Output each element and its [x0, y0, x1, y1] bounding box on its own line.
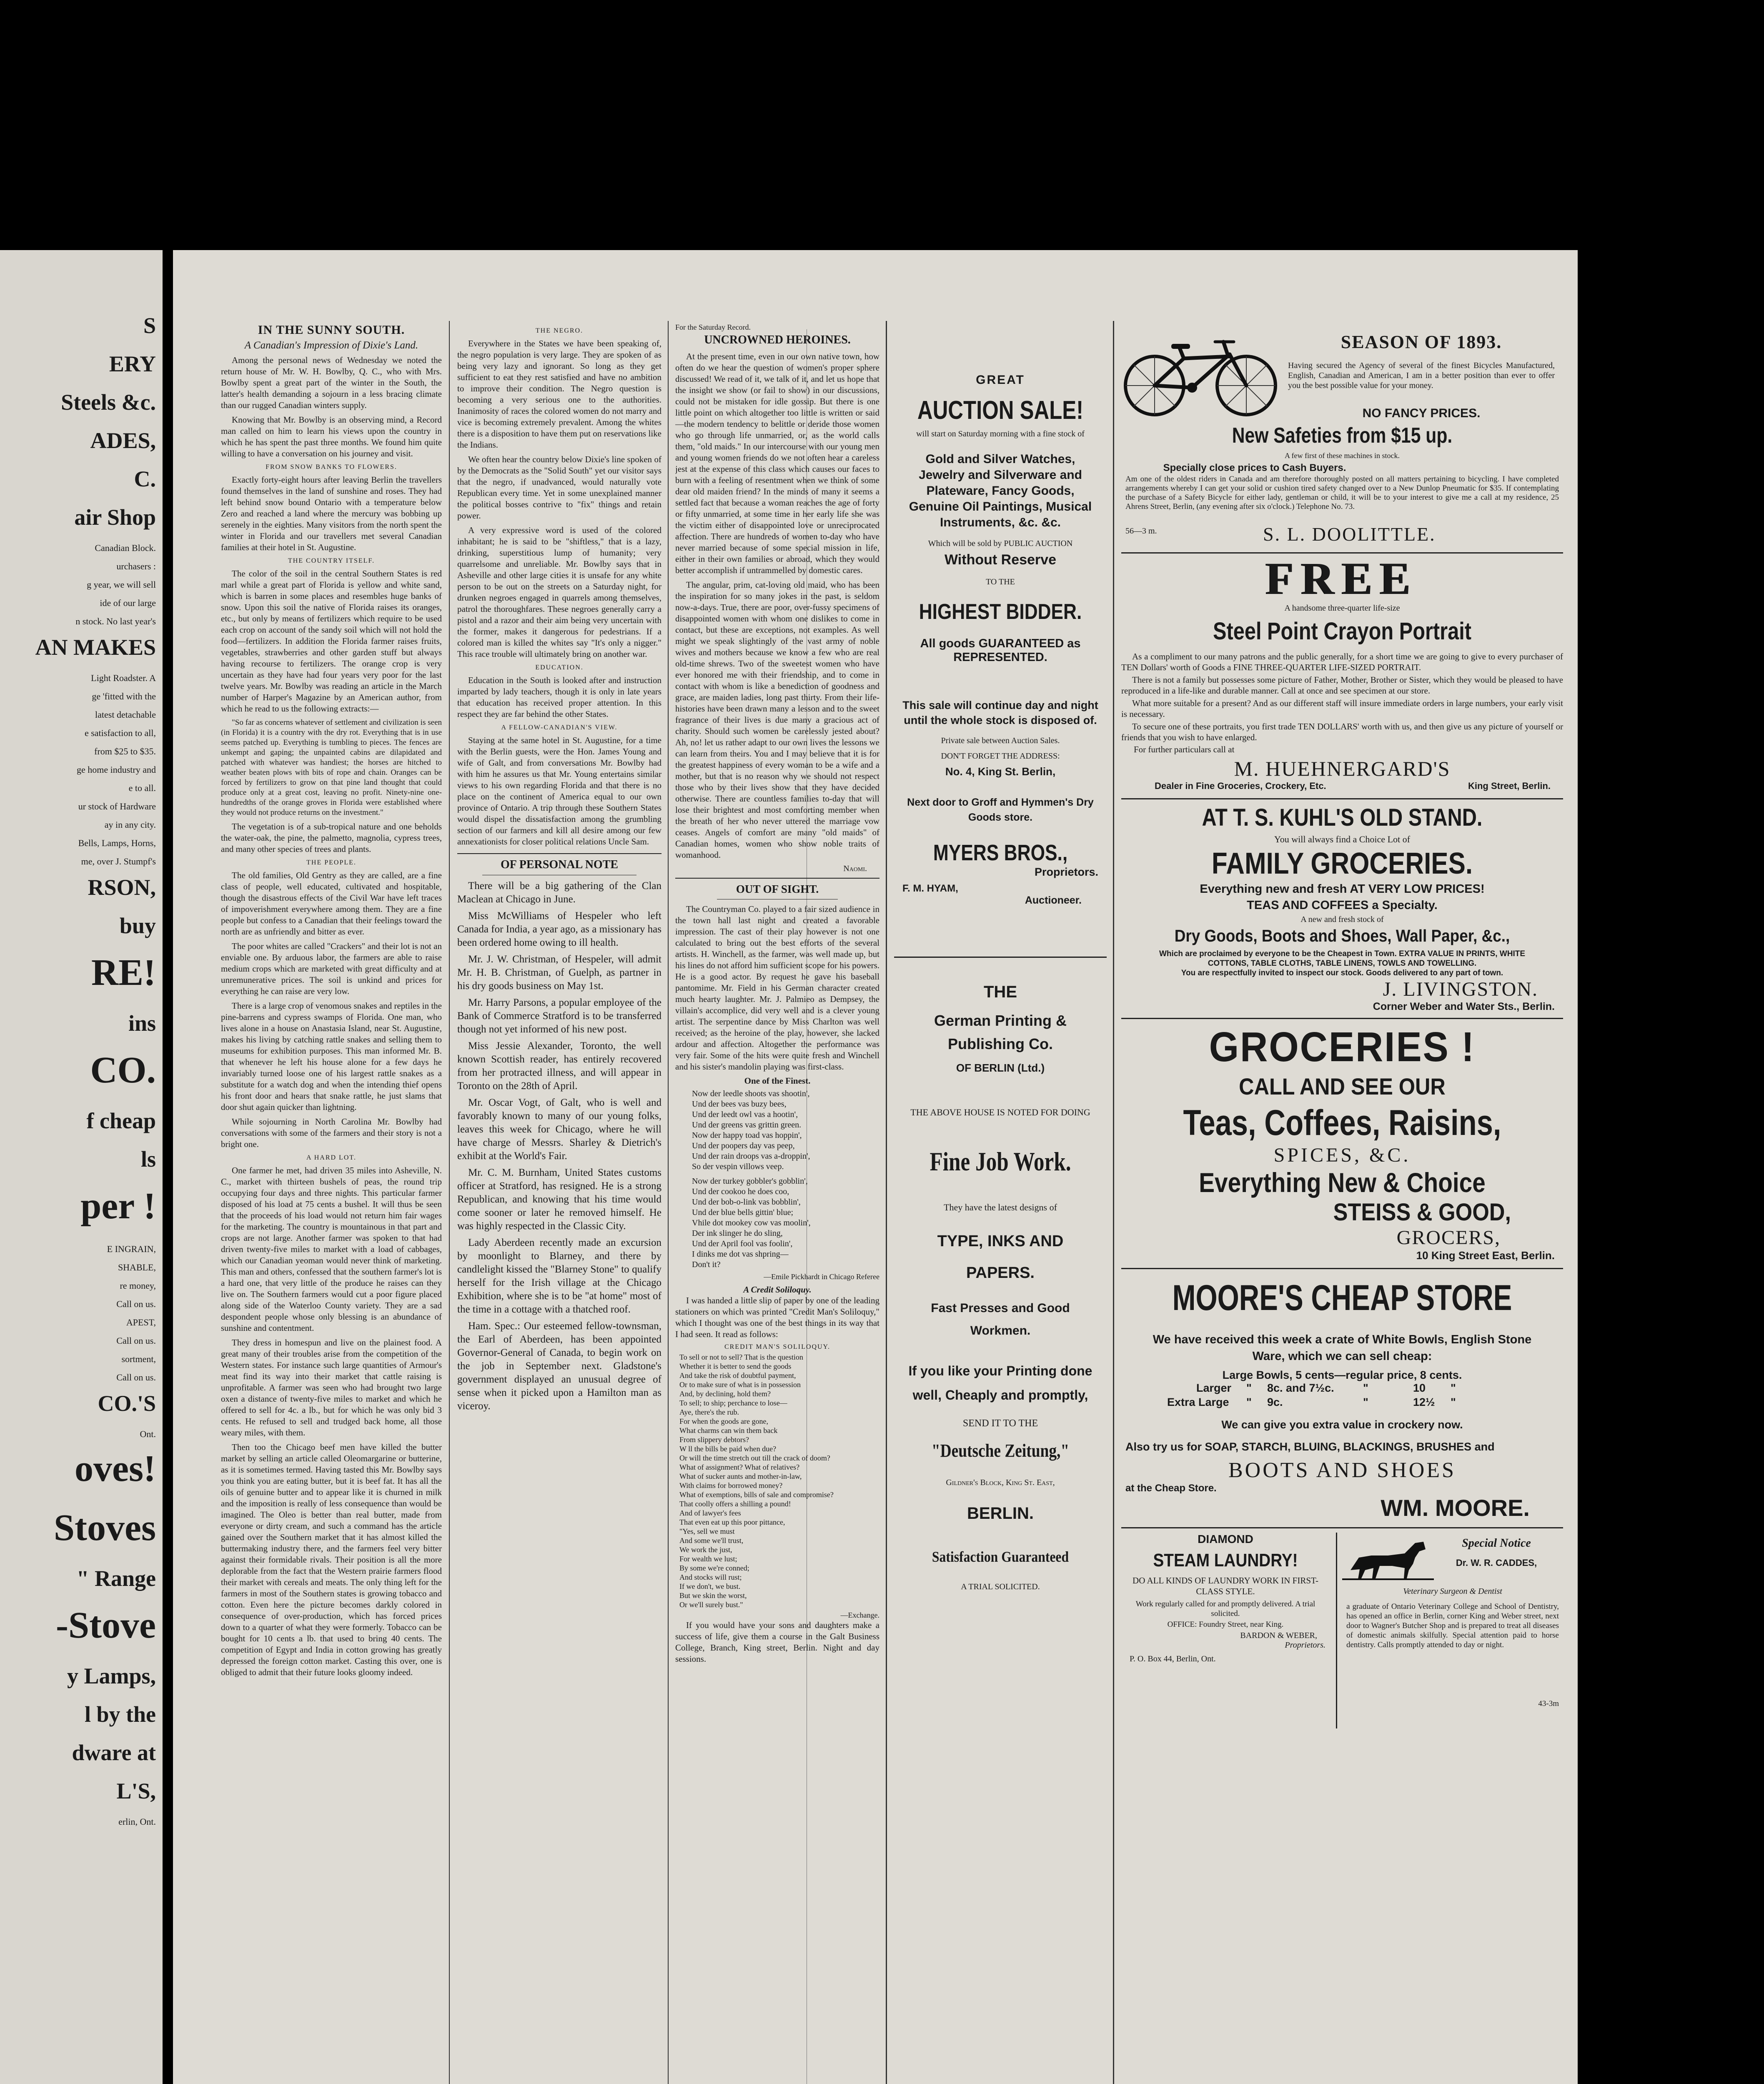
ditto: "	[1246, 1382, 1252, 1394]
ad-dry-goods: Dry Goods, Boots and Shoes, Wall Paper, &c.,	[1174, 926, 1510, 945]
paragraph: What more suitable for a present? And as our different staff will insure immediate orders in large numbers, your early visit is necessary.	[1121, 698, 1563, 719]
paragraph: Ham. Spec.: Our esteemed fellow-townsman, the Earl of Aberdeen, has been appointed Governor-General of Canada, to begin work on the job in September next. Gladstone's government displayed an unusual degree of sense when it picked upon a Hamilton man as viceroy.	[457, 1320, 662, 1412]
ad-steiss-good-name: STEISS & GOOD,	[1333, 1199, 1511, 1226]
paragraph: The old families, Old Gentry as they are called, are a fine class of people, well educated, cultivated and hospitable, though the disastrous effects of the Civil War have left traces of impoverishment everywhere among them. They are a fine people but confess to a Canadian that their feelings toward the north are as unfriendly and bitter as ever.	[221, 870, 442, 937]
ad-text: You are respectfully invited to inspect our stock. Goods delivered to any part of town.	[1181, 969, 1503, 977]
ad-fresh: Everything new and fresh AT VERY LOW PRICES!	[1200, 882, 1485, 896]
ad-auctioneer: Auctioneer.	[1025, 894, 1082, 906]
row-regular: 12½	[1413, 1396, 1435, 1408]
ad-text: A TRIAL SOLICITED.	[961, 1582, 1040, 1591]
paragraph: Miss Jessie Alexander, Toronto, the well known Scottish reader, has entirely recovered from her protracted illness, and will appear in Toronto on the 28th of April.	[457, 1040, 662, 1092]
ad-continue: This sale will continue day and night until the whole stock is disposed of.	[902, 699, 1098, 726]
row-price: 9c.	[1267, 1396, 1283, 1408]
adjacent-page-line: Light Roadster. A	[91, 673, 156, 683]
paragraph: There will be a big gathering of the Clan Maclean at Chicago in June.	[457, 880, 662, 905]
ad-moore-row: Large Bowls, 5 cents—regular price, 8 cents.	[1222, 1369, 1462, 1381]
adjacent-page-line: CO.'S	[98, 1391, 156, 1416]
adjacent-page-edge	[0, 250, 163, 2084]
paragraph: One farmer he met, had driven 35 miles into Asheville, N. C., market with thirteen bushels of peas, the round trip occupying four days and three nights. This particular farmer disposed of his load at 75 cents a bushel. It will thus be seen that the proceeds of his load would not return him fair wages for the marketing. The country is mountainous in that part and crops are not large. Another farmer was spoken to that had driven twenty-five miles to market with a load of cabbages, which our Canadian yeoman would never think of marketing. This man and others, confessed that the southern farmer's lot is a hard one, that very little of the produce he raises can they live on. The Southern farmers would cut a poor figure placed along side of the Waterloo County variety. They are a sad despondent people whose only blessing is an abundance of sunshine and contentment.	[221, 1165, 442, 1333]
adjacent-page-line: dware at	[72, 1740, 156, 1765]
ad-fine-job-work: Fine Job Work.	[930, 1147, 1071, 1176]
adjacent-page-line: ADES,	[90, 428, 156, 453]
soliloquy-credit: —Exchange.	[840, 1611, 879, 1619]
column-rule	[668, 321, 669, 2084]
paragraph: The vegetation is of a sub-tropical nature and one beholds the water-oak, the pine, the palmetto, magnolia, cypress trees, and many other species of trees and plants.	[221, 822, 442, 854]
kicker: For the Saturday Record.	[675, 323, 751, 331]
adjacent-page-line: RSON,	[88, 875, 156, 900]
column-rule	[1336, 1533, 1337, 1728]
paragraph: They dress in homespun and live on the plainest food. A great many of their troubles arise from the competition of the Western states. For instance such large quantities of Armour's meat find its way into their market that cattle raising is unprofitable. A farmer was seen who had brought two large oxen a distance of twenty-five miles to market and which he offered to sell for 4c. a lb., but for which he was only bid 3 cents. He refused to sell and trudged back home, all those weary miles, with them.	[221, 1338, 442, 1438]
ad-doolittle-signature	[1121, 523, 1563, 548]
paragraph: If you would have your sons and daughters make a success of life, give them a course in the Galt Business College, Branch, King street, Berlin. Night and day sessions.	[675, 1620, 879, 1664]
adjacent-page-line: RE!	[91, 952, 156, 993]
poem-stanza: Now der turkey gobbler's gobblin', Und der cookoo he does coo, Und der bob-o-link vas bobblin', Und der blue bells gittin' blue; Vhile dot mookey cow vas moolin', Der ink slinger he do sling, Und der April fool vas foolin', I dinks me dot vas shpring— Don't it?	[692, 1177, 811, 1269]
adjacent-page-line: ide of our large	[100, 598, 156, 608]
headline-personal-note: OF PERSONAL NOTE	[500, 858, 619, 871]
signature: Naomi.	[843, 864, 867, 873]
divider	[1121, 1018, 1563, 1019]
divider	[1121, 798, 1563, 799]
paragraph: Mr. C. M. Burnham, United States customs officer at Stratford, has resigned. He is a strong Republican, and knowing that his time would come sooner or later he removed himself. He was highly respected in the Classic City.	[457, 1167, 662, 1232]
ad-teas-coffees: Teas, Coffees, Raisins,	[1183, 1103, 1501, 1143]
adjacent-page-line: re money,	[120, 1280, 156, 1291]
paragraph: Miss McWilliams of Hespeler who left Canada for India, a year ago, as a missionary has been ordered home owing to ill health.	[457, 910, 662, 948]
paragraph: The Countryman Co. played to a fair sized audience in the town hall last night and created a favorable impression. The cast of their play however is not one calculated to bring out the best efforts of the several artists. H. Winchell, as the farmer, was well made up, but his lines do not afford him sufficient scope for his powers. He is a good actor. By request he gave his baseball pantomime. Mr. Field in his German character created much hearty laughter. Mr. J. Palmieo as Dempsey, the villain's accomplice, did very well and is a clever young artist. The serpentine dance by Miss Charlton was well received; as the heroine of the play, however, she lacked ardour and affection. Altogether the performance was very fair. Some of the hits were quite fresh and Winchell and his sister's mandolin playing was first-class.	[675, 904, 879, 1072]
ad-portrait: Steel Point Crayon Portrait	[1213, 618, 1471, 645]
ad-text: Which will be sold by PUBLIC AUCTION	[928, 539, 1073, 548]
subheading: THE PEOPLE.	[306, 859, 356, 866]
paragraph: There is a large crop of venomous snakes and reptiles in the pine-barrens and cypress swamps of Florida. One man, who lives alone in a house on Anastasia Island, near St. Augustine, makes his living by catching rattle snakes and selling them to museums for exhibition purposes. This man informed Mr. B. that whenever he left his house alone for a few days he invariably turned loose one of his largest rattle snakes as a substitute for a watch dog and when the intending thief opens his front door and hears that snake rattle, he just slams that door shut again quicker than lightning.	[221, 1001, 442, 1112]
ad-bottom-row	[1121, 1533, 1563, 1733]
paragraph: The angular, prim, cat-loving old maid, who has been the inspiration for so many jokes in the past, is seldom now-a-days. True, there are poor, over-fussy specimens of disappointed women with whom one dislikes to come in contact, but these are exceptions, not examples. As well might we speak slightingly of the vast army of noble wives and mothers because we know a few who are real old-time shrews. Two of the sweetest women who have ever honored me with their friendship, and to come in contact with whom is like a benediction of goodness and grace, are maiden ladies, long past thirty. From their life-histories have been drawn many a lesson and to the sweet fragrance of their lives is due many a gracious act of charity. Should such women be carelessly jested about? Ah, no! let us rather adapt to our own lives the lessons we can learn from theirs. You and I may believe that it is for the greatest happiness of every woman to be a wife and a mother, but that is no reason why we should not respect those who by their lives show that they have decided otherwise. There are countless families to-day that will lose their brightest and most comforting member when the breath of her who never uttered the marriage vow ceases. Angels of comfort are many "old maids" of Canadian homes, women who show noble traits of womanhood.	[675, 580, 879, 860]
ad-german-printing: German Printing & Publishing Co.	[934, 1012, 1067, 1052]
ad-doolittle: S. L. DOOLITTLE.	[1263, 524, 1436, 545]
paragraph: As a compliment to our many patrons and the public generally, for a short time we are going to give to every purchaser of TEN Dollars' worth of Goods a FINE THREE-QUARTER LIFE-SIZED PORTRAIT.	[1121, 651, 1563, 672]
adjacent-page-line: ge home industry and	[76, 764, 156, 775]
adjacent-page-line: Ont.	[140, 1429, 156, 1439]
ad-steam-laundry: STEAM LAUNDRY!	[1153, 1550, 1298, 1571]
soliloquy: To sell or not to sell? That is the question Whether it is better to send the goods And take the risk of doubtful payment, Or to make sure of what is in possession And, by declining, hold them? To sell; to ship; perchance to lose— Aye, there's the rub. For when the goods are gone, What charms can win them back From slippery debtors? W ll the bills be paid when due? Or will the time stretch out till the crack of doom? What of assignment? What of relatives? What of sucker aunts and mother-in-law, With claims for borrowed money? What of exemptions, bills of sale and compromise? That coolly offers a shilling a pound! And of lawyer's fees That even eat up this poor pittance, "Yes, sell we must And some we'll trust, We work the just, For wealth we lust; By some we're conned; And stocks will rust; If we don't, we bust. But we skin the worst, Or we'll surely bust."	[679, 1353, 834, 1609]
ad-free-title: FREE	[1266, 553, 1418, 604]
adjacent-page-line: -Stove	[56, 1605, 156, 1646]
headline: IN THE SUNNY SOUTH.	[258, 323, 405, 337]
paragraph: Mr. Harry Parsons, a popular employee of the Bank of Commerce Stratford is to be transferred though not yet informed of his new post.	[457, 997, 662, 1035]
headline: OUT OF SIGHT.	[736, 883, 819, 895]
ad-text: A new and fresh stock of	[1300, 915, 1384, 924]
ad-guarantee: All goods GUARANTEED as REPRESENTED.	[920, 637, 1081, 664]
ditto: "	[1363, 1382, 1368, 1394]
ad-no-fancy-prices: NO FANCY PRICES.	[1362, 406, 1481, 420]
paragraph: Everywhere in the States we have been speaking of, the negro population is very large. They are spoken of as being very lazy and ignorant. So long as they get sufficient to eat they rest satisfied and have no ambition to improve their condition. The Negro question is becoming a very serious one to the authorities. Inanimosity of races the colored women do not marry and vice is becoming extremely prevalent. Among the whites there is a disposition to have them put on reservations like the Indians.	[457, 338, 662, 450]
horse-icon	[1342, 1533, 1434, 1583]
column-uncrowned-heroines	[675, 323, 879, 2084]
adjacent-page-line: S	[143, 313, 156, 338]
subheading: FROM SNOW BANKS TO FLOWERS.	[266, 463, 397, 471]
bicycle-icon	[1121, 336, 1280, 419]
ad-moore-row	[1121, 1396, 1563, 1410]
adjacent-page-line: Canadian Block.	[95, 543, 156, 553]
paragraph: Lady Aberdeen recently made an excursion by moonlight to Blarney, and there by candlelight kissed the "Blarney Stone" to qualify herself for the Irish village at the Chicago Exhibition, where she is to be "at home" most of the time in a cottage with a thatched roof.	[457, 1237, 662, 1315]
paragraph: I was handed a little slip of paper by one of the leading stationers on which was printed "Credit Man's Soliloquy," which I thought was one of the best things in its way that I had seen. It read as follows:	[675, 1295, 879, 1339]
deck: A Canadian's Impression of Dixie's Land.	[244, 340, 418, 351]
column-rule	[449, 321, 450, 2084]
row-label: Larger	[1196, 1382, 1232, 1394]
adjacent-page-line: ls	[140, 1147, 156, 1172]
paragraph: Mr. J. W. Christman, of Hespeler, will admit Mr. H. B. Christman, of Guelph, as partner in his dry goods business on May 1st.	[457, 954, 662, 992]
ad-vet-name: Dr. W. R. CADDES,	[1456, 1558, 1537, 1568]
ad-season: SEASON OF 1893.	[1341, 332, 1502, 352]
ad-kuhl-title: AT T. S. KUHL'S OLD STAND.	[1202, 804, 1483, 831]
ad-teas: TEAS AND COFFEES a Specialty.	[1247, 899, 1438, 912]
ad-moore-also: Also try us for SOAP, STARCH, BLUING, BLACKINGS, BRUSHES and	[1125, 1440, 1495, 1453]
ad-family-groceries: FAMILY GROCERIES.	[1211, 847, 1473, 880]
quotation: "So far as concerns whatever of settlement and civilization is seen (in Florida) it is a country with the dry rot. Everything that is in use seems patched up. Everything is tumbling to pieces. The fences are unkempt and gaping; the unpainted cabins are dilapidated and patched with whatever was handiest; the horses are hitched to weather beaten plows with bits of rope and chain. Oranges can be forced by fertilizers to grow on that pine land thought that could produce only at a great cost, leaving no profit. Ninety-nine one-hundredths of the orange groves in Florida were established where they would not produce returns on the investment."	[221, 718, 442, 817]
column-rule	[886, 321, 887, 2084]
adjacent-page-line: air Shop	[74, 505, 156, 530]
ad-diamond-laundry	[1121, 1533, 1330, 1664]
poem-title: One of the Finest.	[744, 1076, 811, 1086]
newspaper-page	[173, 250, 1578, 2084]
ad-text: OFFICE: Foundry Street, near King.	[1167, 1620, 1284, 1629]
subheading: A Credit Soliloquy.	[743, 1285, 812, 1295]
divider	[894, 957, 1107, 958]
ad-moore	[1121, 1277, 1563, 1521]
ad-text: THE ABOVE HOUSE IS NOTED FOR DOING	[910, 1107, 1090, 1117]
ad-prop: Proprietors.	[1285, 1641, 1326, 1650]
ad-moore-at: at the Cheap Store.	[1125, 1483, 1217, 1494]
paragraph: Knowing that Mr. Bowlby is an observing mind, a Record man called on him to learn his views upon the country in which he has spent the past three months. We found him quite willing to have a conversation on his journey and visit.	[221, 415, 442, 458]
adjacent-page-line: from $25 to $35.	[94, 746, 156, 756]
adjacent-page-line: AN MAKES	[35, 635, 156, 660]
poem-stanza: Now der leedle shoots vas shootin', Und der bees vas buzy bees, Und der leedt owl vas a hootin', Und der greens vas grittin green. Now der happy toad vas hoppin', Und der poopers day vas peep, Und der rain droops vas a-droppin', So der vespin villows veep.	[692, 1089, 810, 1171]
paragraph: To secure one of these portraits, you first trade TEN DOLLARS' worth with us, and then give us any picture of yourself or friends that you wish to have enlarged.	[1121, 721, 1563, 742]
ad-call-see: CALL AND SEE OUR	[1239, 1073, 1446, 1100]
ad-highest-bidder: HIGHEST BIDDER.	[919, 600, 1082, 624]
adjacent-page-line: e satisfaction to all,	[84, 728, 156, 738]
ad-kuhl	[1121, 804, 1563, 1013]
ad-title-auction: AUCTION SALE!	[917, 396, 1084, 425]
ad-of-berlin: OF BERLIN (Ltd.)	[956, 1062, 1045, 1074]
adjacent-page-line: E INGRAIN,	[107, 1244, 156, 1254]
row-regular: 10	[1413, 1382, 1426, 1394]
subheading: EDUCATION.	[535, 664, 584, 671]
subheading: THE NEGRO.	[535, 327, 584, 334]
subheading: A HARD LOT.	[306, 1154, 356, 1161]
ad-new-safeties: New Safeties from $15 up.	[1232, 423, 1453, 448]
ad-text: DO ALL KINDS OF LAUNDRY WORK IN FIRST-CLASS STYLE.	[1133, 1576, 1318, 1596]
paragraph: The color of the soil in the central Southern States is red marl while a great part of Florida is yellow and white sand, which is barren in some places and resembles huge banks of snow. Upon this soil the native of Florida raises its oranges, etc., but only by means of fertilizers which require to be used each crop on account of the sandy soil which will not hold the food—fertilizers. In addition the Florida farmer raises fruits, vegetables, strawberries and other garden stuff but always having recourse to fertilizers. The orange crop is very uncertain as they have had four years very poor for the last twelve years. Mr. Bowlby was reading an article in the March number of Harper's Magazine by an American author, from which he read to us the following extracts:—	[221, 569, 442, 714]
ad-text: Which are proclaimed by everyone to be the Cheapest in Town. EXTRA VALUE IN PRINTS, WHITE COTTONS, TABLE CLOTHS, TABLE LINENS, TOWLS AND TOWELLING.	[1159, 949, 1525, 968]
paragraph: Then too the Chicago beef men have killed the butter market by selling an article called Oleomargarine or butterine, as it is sometimes termed. Having tasted this Mr. Bowlby says you think you are eating butter, but it is beef fat. It has all the oils of genuine butter and to appear like it is churned in milk and the imposition is really of less consequence than would be imagined. The Oleo is better than real butter, made from everyone or dirty cream, and such a command has the article gained over the Southern market that it has almost killed the buttermaking industry there, and the farmers feel very bitter against their formidable rivals. Their position is all the more deplorable from the fact that the Western prairie farmers flood their market with cereals and meats. The only thing left for the farmers in most of the Southern states is growing tobacco and cotton. Even here the picture becomes darkly colored in consequence of over-production, which has forced prices down to a quarter of what they were formerly. Tobacco can be bought for 10 cents a lb. that used to bring 40 cents. The competition of Egypt and India in cotton growing has greatly depressed the foreign cotton market. Casting this over, one is obliged to admit that their future looks gloomy indeed.	[221, 1442, 442, 1677]
adjacent-page-line: buy	[119, 913, 156, 938]
ad-berlin: BERLIN.	[967, 1504, 1034, 1523]
ad-moore-crockery: We can give you extra value in crockery now.	[1221, 1418, 1463, 1431]
ad-text: SEND IT TO THE	[962, 1418, 1038, 1429]
ad-satisfaction: Satisfaction Guaranteed	[932, 1548, 1069, 1565]
ad-vet-body: a graduate of Ontario Veterinary College and School of Dentistry, has opened an office in Berlin, corner King and Weber street, next door to Wagner's Butcher Shop and is prepared to treat all diseases of domestic animals skilfully. Special attention paid to horse dentistry. Calls promptly attended to day or night.	[1346, 1602, 1559, 1649]
adjacent-page-line: urchasers :	[116, 561, 156, 571]
divider	[1121, 1527, 1563, 1528]
ad-text: Am one of the oldest riders in Canada and am therefore thoroughly posted on all matters pertaining to bicycling. I have completed arrangements whereby I can get your solid or cushion tired safety changed over to a New Dunlop Pneumatic for $35. If contemplating the purchase of a Safety Bicycle for either lady, gentleman or child, it will be to your interest to give me a call at my residence, 25 Ahrens Street, Berlin, (any evening after six o'clock.) Telephone No. 73.	[1125, 475, 1559, 511]
paragraph: The poor whites are called "Crackers" and their lot is not an enviable one. By arduous labor, the farmers are able to raise medium crops which are marketed with great difficulty and at unremunerative prices. The soil is unkind and prices for everything he can raise are very low.	[221, 941, 442, 996]
ad-diamond: DIAMOND	[1198, 1533, 1253, 1545]
ad-text: TO THE	[986, 577, 1015, 586]
adjacent-page-line: Call on us.	[116, 1372, 156, 1383]
ad-moore-row	[1121, 1382, 1563, 1396]
adjacent-page-line: sortment,	[121, 1354, 156, 1364]
ad-text: Having secured the Agency of several of the finest Bicycles Manufactured, English, Canadian and American, I am in a better position than ever to offer you the best possible value for your money.	[1288, 361, 1555, 390]
ad-bicycle	[1121, 323, 1563, 515]
ad-free-portrait	[1121, 554, 1563, 793]
adjacent-page-line: ins	[128, 1011, 156, 1036]
adjacent-page-line: Call on us.	[116, 1299, 156, 1309]
row-price: 8c. and 7½c.	[1267, 1382, 1334, 1394]
subheading: CREDIT MAN'S SOLILOQUY.	[724, 1343, 831, 1350]
ditto: "	[1363, 1396, 1368, 1408]
poem-credit: —Emile Pickhardt in Chicago Referee	[764, 1272, 879, 1281]
headline: UNCROWNED HEROINES.	[704, 333, 851, 346]
adjacent-page-line: CO.	[90, 1050, 156, 1091]
ditto: "	[1451, 1396, 1456, 1408]
ad-steiss-good	[1121, 1023, 1563, 1262]
ad-text: DON'T FORGET THE ADDRESS:	[941, 751, 1060, 761]
ad-text: P. O. Box 44, Berlin, Ont.	[1130, 1654, 1216, 1663]
ad-like-printing: If you like your Printing done well, Cheaply and promptly,	[908, 1363, 1092, 1403]
ad-the: THE	[984, 983, 1017, 1001]
ad-goods: Gold and Silver Watches, Jewelry and Silverware and Plateware, Fancy Goods, Genuine Oil Paintings, Musical Instruments, &c. &c.	[909, 452, 1092, 529]
column-ads-right	[1121, 323, 1563, 2084]
ad-special-notice: Special Notice	[1462, 1537, 1531, 1550]
ad-reserve: Without Reserve	[945, 552, 1056, 568]
divider	[675, 878, 879, 879]
ad-wm-moore: WM. MOORE.	[1381, 1495, 1530, 1521]
paragraph: Among the personal news of Wednesday we noted the return house of Mr. W. H. Bowlby, Q. C., who with Mrs. Bowlby spent a great part of the winter in the South, the latter's health demanding a sojourn in a less bracing climate than our rugged Canadian winters supply.	[221, 355, 442, 410]
ditto: "	[1246, 1396, 1252, 1408]
ad-text: will start on Saturday morning with a fine stock of	[916, 429, 1085, 438]
adjacent-page-line: erlin, Ont.	[118, 1816, 156, 1827]
ad-great: GREAT	[976, 373, 1025, 387]
paragraph: Mr. Oscar Vogt, of Galt, who is well and favorably known to many of our young folks, leaves this week for Chicago, where he will have charge of Messrs. Sharley & Dietrich's exhibit at the World's Fair.	[457, 1097, 662, 1162]
adjacent-page-line: n stock. No last year's	[75, 616, 156, 626]
subheading: A FELLOW-CANADIAN'S VIEW.	[501, 724, 618, 731]
adjacent-page-line: latest detachable	[95, 709, 156, 720]
ad-moore-intro: We have received this week a crate of White Bowls, English Stone Ware, which we can sell cheap:	[1153, 1333, 1532, 1363]
ad-type-inks-papers: TYPE, INKS AND PAPERS.	[937, 1232, 1064, 1282]
column-ads-auction	[894, 323, 1107, 2084]
ad-text: You will always find a Choice Lot of	[1274, 834, 1410, 844]
adjacent-page-line: g year, we will sell	[87, 579, 156, 590]
ad-address: No. 4, King St. Berlin,	[945, 765, 1056, 778]
ad-deutsche-zeitung: "Deutsche Zeitung,"	[931, 1440, 1070, 1461]
paragraph: Staying at the same hotel in St. Augustine, for a time with the Berlin guests, were the Hon. James Young and wife of Galt, and from conversations Mr. Bowlby had with him he assures us that Mr. Young entertains similar views to his own regarding Florida and that there is no place on the continent of America equal to our own province of Ontario. A trip through these Southern States would dispel the dissatisfaction among the grumbling section of our farmers and kill all desire among our few annexationists for closer political relations Uncle Sam.	[457, 735, 662, 847]
paragraph: We often hear the country below Dixie's line spoken of by the Democrats as the "Solid South" yet our visitor says that the negro, if unadvanced, would naturally vote Republican every time. Yet in some unexplained manner the political bosses contrive to "fix" things and retain power.	[457, 454, 662, 521]
ditto: "	[1451, 1382, 1456, 1394]
paragraph: Education in the South is looked after and instruction imparted by lady teachers, though it is only in late years that education has received proper attention. In this respect they are far behind the other States.	[457, 675, 662, 719]
column-continued	[457, 323, 662, 2084]
ad-text: They have the latest designs of	[944, 1202, 1057, 1212]
adjacent-page-line: Call on us.	[116, 1335, 156, 1346]
adjacent-page-line: me, over J. Stumpf's	[81, 856, 156, 867]
adjacent-page-line: y Lamps,	[67, 1663, 156, 1688]
divider	[457, 853, 662, 854]
ad-spices: SPICES, &C.	[1273, 1144, 1411, 1166]
adjacent-page-line: per !	[80, 1185, 156, 1227]
ad-huehnergard: M. HUEHNERGARD'S	[1234, 757, 1451, 780]
ad-everything-new: Everything New & Choice	[1199, 1167, 1486, 1198]
ad-close-prices: Specially close prices to Cash Buyers.	[1163, 462, 1346, 473]
ad-grocers: GROCERS,	[1396, 1227, 1501, 1249]
adjacent-page-line: ge 'fitted with the	[92, 691, 156, 701]
ad-street: King Street, Berlin.	[1468, 781, 1551, 791]
column-sunny-south	[221, 323, 442, 2084]
adjacent-page-line: e to all.	[128, 783, 156, 793]
divider	[1121, 1268, 1563, 1269]
ad-text: Work regularly called for and promptly delivered. A trial solicited.	[1135, 1600, 1315, 1618]
ad-corner: Corner Weber and Water Sts., Berlin.	[1373, 1001, 1555, 1012]
ad-text: A few first of these machines in stock.	[1285, 451, 1400, 460]
ad-presses: Fast Presses and Good Workmen.	[931, 1301, 1070, 1338]
adjacent-page-line: Stoves	[54, 1507, 156, 1548]
paragraph: While sojourning in North Carolina Mr. Bowlby had conversations with some of the farmers and their story is not a bright one.	[221, 1117, 442, 1149]
adjacent-page-line: SHABLE,	[118, 1262, 156, 1272]
ad-steiss-address: 10 King Street East, Berlin.	[1416, 1249, 1555, 1262]
subheading: THE COUNTRY ITSELF.	[288, 557, 375, 564]
column-rule	[1113, 321, 1114, 2084]
ad-auctioneer-name: F. M. HYAM,	[902, 883, 958, 894]
ad-moore-title: MOORE'S CHEAP STORE	[1172, 1278, 1512, 1318]
paragraph: Exactly forty-eight hours after leaving Berlin the travellers found themselves in the land of sunshine and roses. They had left behind snow bound Ontario with a temperature below Zero and reached a land where the mercury was bobbing up serenely in the eighties. Many visitors from the north spent the winter in Florida and our travellers met several Canadian families at their hotel in St. Augustine.	[221, 475, 442, 552]
ad-boots-shoes: BOOTS AND SHOES	[1228, 1458, 1456, 1482]
ad-vet-title: Veterinary Surgeon & Dentist	[1403, 1587, 1502, 1596]
row-label: Extra Large	[1167, 1396, 1229, 1408]
ad-proprietors: Proprietors.	[1034, 866, 1098, 878]
adjacent-page-line: l by the	[84, 1702, 156, 1727]
ad-groceries-title: GROCERIES !	[1209, 1024, 1476, 1070]
ad-text: Private sale between Auction Sales.	[941, 736, 1060, 745]
ad-dealer: Dealer in Fine Groceries, Crockery, Etc.	[1155, 781, 1326, 791]
adjacent-page-line: ur stock of Hardware	[78, 801, 156, 812]
ad-livingston: J. LIVINGSTON.	[1383, 978, 1538, 1000]
ad-text: A handsome three-quarter life-size	[1284, 604, 1400, 613]
paragraph: A very expressive word is used of the colored inhabitant; he is said to be "shiftless," that is a lazy, drinking, superstitious lump of humanity; very quarrelsome and unreliable. Mr. Bowlby says that in Asheville and other large cities it is unsafe for any white person to be out on the streets on a Saturday night, for drunken negroes engaged in quarrels among themselves, patrol the thoroughfares. These negroes generally carry a pistol and a razor and their aim being very uncertain with the former, makes it dangerous for pedestrians. If a colored man is killed the whites say "It's only a nigger." This race trouble will ultimately bring on another war.	[457, 525, 662, 659]
adjacent-page-line: ay in any city.	[104, 819, 156, 830]
ad-myers-bros: MYERS BROS.,	[933, 840, 1068, 865]
adjacent-page-line: Bells, Lamps, Horns,	[78, 838, 156, 848]
ad-text: For further particulars call at	[1134, 744, 1235, 754]
adjacent-page-line: Steels &c.	[61, 390, 156, 415]
ad-text: Gildner's Block, King St. East,	[946, 1478, 1055, 1487]
adjacent-page-line: ERY	[109, 351, 156, 376]
ad-code: 56—3 m.	[1125, 526, 1157, 536]
adjacent-page-line: C.	[134, 466, 156, 491]
adjacent-page-line: " Range	[76, 1566, 156, 1591]
ad-vet-code: 43-3m	[1538, 1699, 1559, 1708]
adjacent-page-line: f cheap	[86, 1108, 156, 1133]
ad-firm: BARDON & WEBER,	[1240, 1631, 1317, 1640]
adjacent-page-line: oves!	[75, 1448, 156, 1489]
adjacent-page-line: L'S,	[116, 1778, 156, 1803]
paragraph: There is not a family but possesses some picture of Father, Mother, Brother or Sister, which they would be pleased to have reproduced in a life-like and durable manner. Call at once and see specimen at our store.	[1121, 675, 1563, 696]
paragraph: At the present time, even in our own native town, how often do we hear the question of women's proper sphere discussed! We read of it, we talk of it, and let us hope that the insight we show (or fail to show) in our discussions, could not be mistaken for idle gossip. But there is one little point on which altogether too little is written or said—the modern tendency to belittle or deride those women who go through life unmarried, or, as the world calls them, "old maids." In our intercourse with our young men and young women friends do we not often hear a careless jest at the expense of this class which causes our faces to burn with a feeling of resentment when we think of some dear old maiden friend? In the minds of many it seems a settled fact that because a woman reaches the age of forty or fifty unmarried, at some time in her early life she was the victim either of disappointed love or unreciprocated affection. There are hundreds of women to-day who have never married because of some special mission in life, either in their own families or abroad, which they would better accomplish if untrammelled by domestic cares.	[675, 351, 879, 575]
ad-next-door: Next door to Groff and Hymmen's Dry Goods store.	[907, 797, 1094, 823]
adjacent-page-line: APEST,	[126, 1317, 156, 1328]
